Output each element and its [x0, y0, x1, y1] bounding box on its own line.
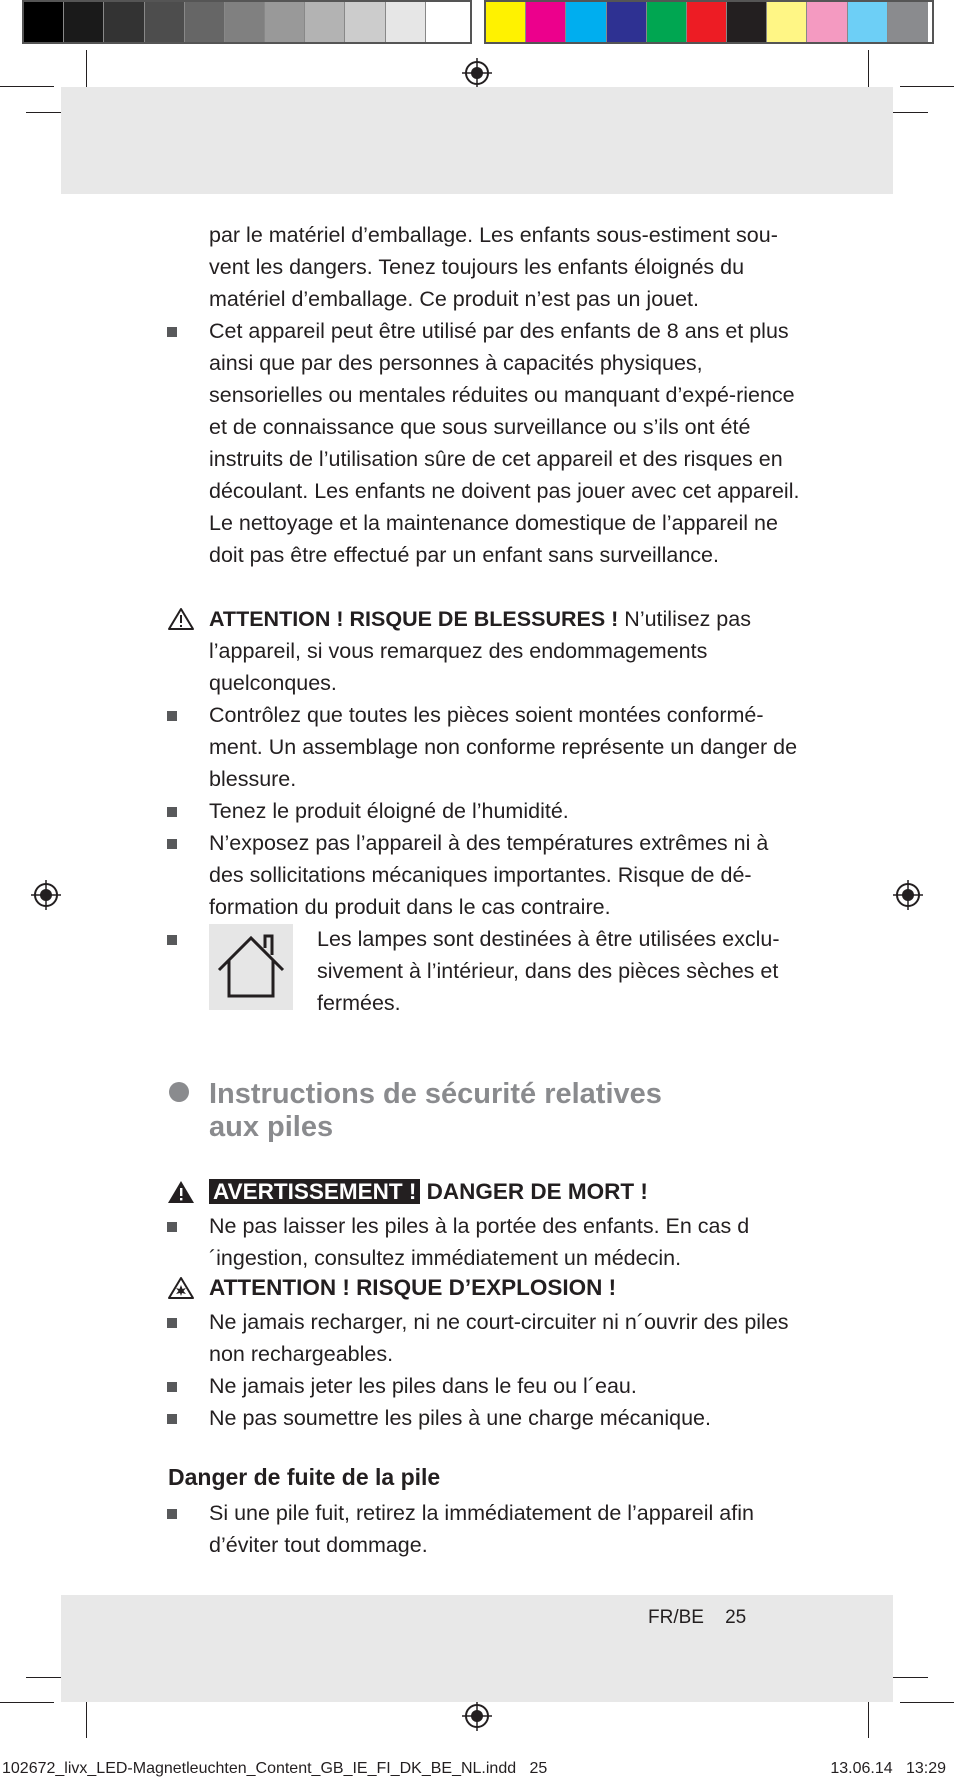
calibration-swatch: [888, 2, 928, 42]
header-band: [61, 87, 893, 194]
bullet-square-icon: [167, 1222, 177, 1232]
calibration-swatch: [486, 2, 526, 42]
leak-subheading: Danger de fuite de la pile: [168, 1464, 441, 1490]
registration-mark-icon: [893, 880, 923, 910]
list-item: Cet appareil peut être utilisé par des enfants de 8 ans et plus ainsi que par des personnes à capacités physiques, sensorielles ou mentales réduites ou manquant d’expé-rience et de connaissance que sous surveillance ou s’ils ont été instruits de l’utilisation sûre de cet appareil et des risques en découlant. Les enfants ne doivent pas jouer avec cet appareil. Le nettoyage et la maintenance domestique de l’appareil ne doit pas être effectué par un enfant sans surveillance.: [167, 315, 807, 571]
list-item: Ne pas laisser les piles à la portée des enfants. En cas d´ingestion, consultez immédiatement un médecin.: [167, 1210, 807, 1274]
gray-calibration-bar: [22, 0, 472, 44]
calibration-swatch: [386, 2, 426, 42]
indoor-text: Les lampes sont destinées à être utilisées exclu-sivement à l’intérieur, dans des pièces sèches et fermées.: [317, 927, 780, 1015]
calibration-swatch: [305, 2, 345, 42]
bullet-square-icon: [167, 1318, 177, 1328]
calibration-swatch: [687, 2, 727, 42]
footer-band: [61, 1595, 893, 1702]
calibration-swatch: [426, 2, 466, 42]
calibration-swatch: [345, 2, 385, 42]
calibration-swatch: [607, 2, 647, 42]
crop-mark: [86, 50, 87, 92]
indoor-use-icon: [209, 924, 293, 1010]
section-title: Instructions de sécurité relatives aux piles: [209, 1078, 662, 1143]
bullet-square-icon: [167, 807, 177, 817]
house-icon: [209, 924, 293, 1010]
calibration-swatch: [526, 2, 566, 42]
crop-mark: [0, 86, 54, 87]
calibration-swatch: [647, 2, 687, 42]
calibration-swatch: [24, 2, 64, 42]
bullet-square-icon: [167, 1414, 177, 1424]
registration-mark-icon: [31, 880, 61, 910]
crop-mark: [900, 1702, 954, 1703]
calibration-swatch: [807, 2, 847, 42]
list-item: Tenez le produit éloigné de l’humidité.: [167, 795, 807, 827]
list-item: N’exposez pas l’appareil à des températures extrêmes ni à des sollicitations mécaniques importantes. Risque de dé-formation du produit dans le cas contraire.: [167, 827, 807, 923]
registration-mark-icon: [462, 1701, 492, 1731]
bullet-square-icon: [167, 1509, 177, 1519]
explosion-label: ATTENTION ! RISQUE D’EXPLOSION !: [209, 1275, 617, 1300]
bullet-square-icon: [167, 935, 177, 945]
section-bullet-icon: [169, 1082, 189, 1102]
list-item: Ne jamais recharger, ni ne court-circuiter ni n´ouvrir des piles non rechargeables.: [167, 1306, 807, 1370]
warning-triangle-icon: [167, 1180, 195, 1204]
list-item: Si une pile fuit, retirez la immédiatement de l’appareil afin d’éviter tout dommage.: [167, 1497, 807, 1561]
crop-mark: [900, 86, 954, 87]
list-item: Contrôlez que toutes les pièces soient montées conformé-ment. Un assemblage non conforme représente un danger de blessure.: [167, 699, 807, 795]
injury-label: ATTENTION ! RISQUE DE BLESSURES !: [209, 607, 619, 631]
calibration-swatch: [566, 2, 606, 42]
calibration-swatch: [185, 2, 225, 42]
warning-item: [167, 1176, 807, 1208]
color-calibration-bar: [484, 0, 934, 44]
calibration-swatch: [767, 2, 807, 42]
list-item: Ne jamais jeter les piles dans le feu ou l´eau.: [167, 1370, 807, 1402]
danger-label: DANGER DE MORT !: [420, 1179, 648, 1204]
calibration-swatch: [145, 2, 185, 42]
warning-item: [167, 603, 807, 699]
calibration-swatch: [848, 2, 888, 42]
warning-badge: AVERTISSEMENT !: [209, 1179, 420, 1204]
slug-filename: 102672_livx_LED-Magnetleuchten_Content_GB_IE_FI_DK_BE_NL.indd 25: [2, 1760, 548, 1777]
registration-mark-icon: [462, 58, 492, 88]
slug-timestamp: 13.06.14 13:29: [830, 1760, 946, 1777]
intro-paragraph: par le matériel d’emballage. Les enfants sous-estiment sou-vent les dangers. Tenez toujours les enfants éloignés du matériel d’emballage. Ce produit n’est pas un jouet.: [209, 223, 778, 311]
crop-mark: [86, 1696, 87, 1738]
warning-triangle-icon: [167, 607, 195, 631]
bullet-square-icon: [167, 1382, 177, 1392]
calibration-swatch: [265, 2, 305, 42]
bullet-square-icon: [167, 711, 177, 721]
calibration-swatch: [225, 2, 265, 42]
calibration-swatch: [64, 2, 104, 42]
bullet-square-icon: [167, 839, 177, 849]
list-item: Ne pas soumettre les piles à une charge mécanique.: [167, 1402, 807, 1434]
calibration-swatch: [727, 2, 767, 42]
explosion-warning-icon: [167, 1276, 195, 1300]
crop-mark: [0, 1702, 54, 1703]
warning-item: [167, 1272, 807, 1304]
bullet-square-icon: [167, 327, 177, 337]
crop-mark: [868, 50, 869, 92]
injury-text: N’utilisez pas l’appareil, si vous remarquez des endommagements quelconques.: [209, 607, 751, 695]
crop-mark: [868, 1696, 869, 1738]
calibration-swatch: [104, 2, 144, 42]
page-number: FR/BE 25: [648, 1607, 747, 1628]
